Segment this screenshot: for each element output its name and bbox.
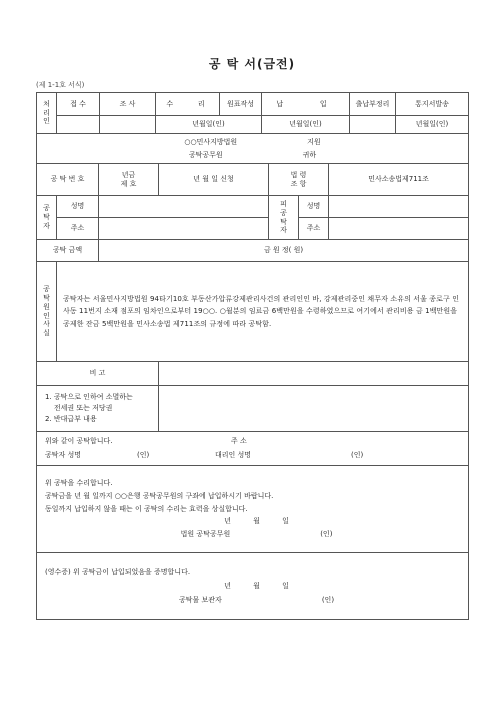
acceptance-line-3: 동일까지 납입하지 않을 때는 이 공탁의 수리는 효력을 상실합니다. <box>45 504 248 513</box>
statement-block <box>37 432 469 466</box>
date-seal-payment[interactable]: 년월일(인) <box>262 116 350 134</box>
stamp-cell[interactable] <box>57 116 100 134</box>
case-no-field[interactable]: 년금 제 호 <box>99 164 159 196</box>
header-accept-2: 리 <box>184 93 220 116</box>
header-accept-1: 수 <box>156 93 184 116</box>
honorific: 귀하 <box>302 150 317 159</box>
depositee-name-field[interactable] <box>329 196 469 218</box>
header-receipt: 접 수 <box>57 93 100 116</box>
custodian-label: 공탁물 보관자 <box>179 596 222 604</box>
processing-table <box>36 92 469 134</box>
stamp-cell[interactable] <box>100 116 156 134</box>
acceptance-date[interactable]: 년 월 일 <box>224 517 289 526</box>
addressee-block <box>37 134 469 164</box>
depositee-address-label: 주소 <box>299 218 329 240</box>
acceptance-line-2: 공탁금을 년 월 일까지 ○○은행 공탁공무원의 구좌에 납입하시기 바랍니다. <box>45 491 274 500</box>
law-value: 민사소송법제711조 <box>329 164 469 196</box>
header-notice: 통지서발송 <box>396 93 469 116</box>
court-officer-seal[interactable]: (인) <box>320 530 333 539</box>
court-branch: 지원 <box>307 137 321 146</box>
main-form-table <box>36 133 469 620</box>
amount-field[interactable]: 금 원 정( 원) <box>99 240 469 262</box>
custodian-seal[interactable]: (인) <box>321 596 335 604</box>
acceptance-block <box>37 466 469 553</box>
receipt-block <box>37 553 469 620</box>
depositee-label: 피 공 탁 자 <box>269 196 299 240</box>
header-investigation: 조 사 <box>100 93 156 116</box>
cause-side-label: 공 탁 원 인 사 실 <box>37 262 57 362</box>
depositor-address-field[interactable] <box>99 218 269 240</box>
depositor-name-field[interactable] <box>99 196 269 218</box>
officer-title: 공탁공무원 <box>188 150 223 159</box>
depositor-label: 공 탁 자 <box>37 196 57 240</box>
amount-label: 공탁 금액 <box>37 240 99 262</box>
header-cashbook: 출납부정리 <box>350 93 396 116</box>
agent-seal[interactable]: (인) <box>351 451 364 459</box>
form-number: (제 1-1호 서식) <box>36 81 85 89</box>
law-label: 법 령 조 항 <box>269 164 329 196</box>
receipt-line-1: (영수증) 위 공탁금이 납입되었음을 증명합니다. <box>45 568 191 576</box>
stamp-cell[interactable] <box>350 116 396 134</box>
header-payment-2: 입 <box>298 93 350 116</box>
agent-sign-label: 대리인 성명 <box>215 451 252 459</box>
remarks-label: 비 고 <box>37 362 159 386</box>
depositor-name-label: 성명 <box>57 196 99 218</box>
date-seal-notice[interactable]: 년월일(인) <box>396 116 469 134</box>
acceptance-line-1: 위 공탁을 수리합니다. <box>45 478 113 487</box>
remarks-items-field[interactable] <box>159 386 469 432</box>
depositor-seal[interactable]: (인) <box>137 451 150 459</box>
depositor-address-label: 주소 <box>57 218 99 240</box>
depositee-address-field[interactable] <box>329 218 469 240</box>
date-seal-accept[interactable]: 년월일(인) <box>156 116 262 134</box>
depositee-name-label: 성명 <box>299 196 329 218</box>
application-date-field[interactable]: 년 월 일 신청 <box>159 164 269 196</box>
processing-side-label: 처 리 인 <box>37 93 57 134</box>
depositor-sign-label: 공탁자 성명 <box>45 451 82 459</box>
remarks-items: 1. 공탁으로 인하여 소멸하는 전세권 또는 저당권 2. 반대급부 내용 <box>37 386 159 432</box>
cause-text: 공탁자는 서울민사지방법원 94타기10호 부동산가압류강제관리사건의 관리인인 바, 강제관리중인 채무자 소유의 서울 종로구 인사동 11번지 소재 점포의 임차인으로부터 19○○. ○월분의 임료금 6백만원을 수령하였으므로 여기에서 관리비용 금 1백만원을 공제한 잔금 5백만원을 민사소송법 제711조의 규정에 따라 공탁함. <box>57 262 469 362</box>
receipt-date[interactable]: 년 월 일 <box>224 582 289 590</box>
remarks-field[interactable] <box>159 362 469 386</box>
document-title: 공 탁 서(금전) <box>208 57 296 71</box>
header-ledger-create: 원표작성 <box>220 93 262 116</box>
case-no-label: 공 탁 번 호 <box>37 164 99 196</box>
header-payment-1: 납 <box>262 93 298 116</box>
statement-text: 위와 같이 공탁합니다. <box>45 437 113 446</box>
court-officer-label: 법원 공탁공무원 <box>180 530 231 539</box>
court-name: ○○민사지방법원 <box>184 137 238 146</box>
address-label: 주 소 <box>231 437 247 446</box>
